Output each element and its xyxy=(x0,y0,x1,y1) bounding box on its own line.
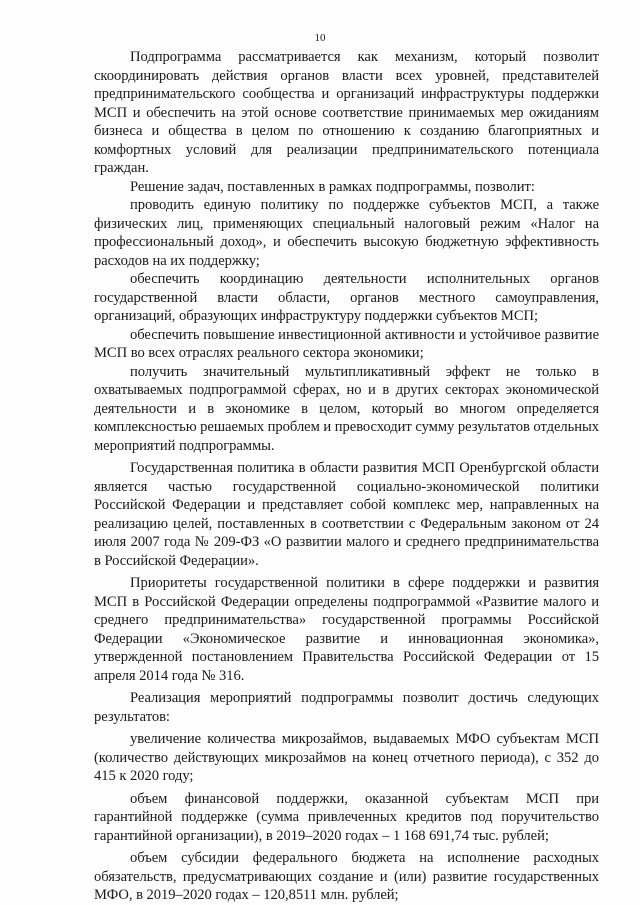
list-item-multiplier-effect: получить значительный мультипликативный эффект не только в охватываемых подпрограммой сферах, но и в других секторах экономической деятельности и в экономике в целом, который во многом определяется комплексностью решаемых проблем и превосходит сумму результатов отдельных мероприятий подпрограммы. xyxy=(94,363,599,454)
list-item-investment-activity: обеспечить повышение инвестиционной активности и устойчивое развитие МСП во всех отраслях реального сектора экономики; xyxy=(94,326,599,361)
list-item-coordination: обеспечить координацию деятельности исполнительных органов государственной власти области, органов местного самоуправления, организаций, образующих инфраструктуру поддержки субъектов МСП; xyxy=(94,271,599,324)
paragraph-state-policy: Государственная политика в области развития МСП Оренбургской области является частью государственной социально-экономической политики Российской Федерации и представляет собой комплекс мер, направленных на реализацию целей, поставленных в соответствии с Федеральным законом от 24 июля 2007 года № 209-ФЗ «О развитии малого и среднего предпринимательства в Российской Федерации». xyxy=(94,460,599,569)
list-item-microloans: увеличение количества микрозаймов, выдаваемых МФО субъектам МСП (количество действующих микрозаймов на конец отчетного периода), с 352 до 415 к 2020 году; xyxy=(94,731,599,784)
body-text xyxy=(94,48,599,905)
paragraph-results-intro: Реализация мероприятий подпрограммы позволит достичь следующих результатов: xyxy=(94,690,599,725)
paragraph-tasks-intro: Решение задач, поставленных в рамках подпрограммы, позволит: xyxy=(130,178,535,195)
list-item-federal-subsidy: объем субсидии федерального бюджета на исполнение расходных обязательств, предусматривающих создание и (или) развитие государственных МФО, в 2019–2020 годах – 120,8511 млн. рублей; xyxy=(94,850,599,903)
page-number: 10 xyxy=(314,32,326,44)
paragraph-priorities: Приоритеты государственной политики в сфере поддержки и развития МСП в Российской Федерации определены подпрограммой «Развитие малого и среднего предпринимательства» государственной программы Российской Федерации «Экономическое развитие и инновационная экономика», утвержденной постановлением Правительства Российской Федерации от 15 апреля 2014 года № 316. xyxy=(94,575,599,684)
list-item-unified-policy: проводить единую политику по поддержке субъектов МСП, а также физических лиц, применяющих специальный налоговый режим «Налог на профессиональный доход», и обеспечить высокую бюджетную эффективность расходов на их поддержку; xyxy=(94,197,599,269)
paragraph-subprogram-mechanism: Подпрограмма рассматривается как механизм, который позволит скоординировать действия органов власти всех уровней, представителей предпринимательского сообщества и организаций инфраструктуры поддержки МСП и обеспечить на этой основе соответствие принимаемых мер ожиданиям бизнеса и общества в целом по отношению к созданию благоприятных и комфортных условий для реализации предпринимательского потенциала граждан. xyxy=(94,49,599,176)
list-item-financial-support: объем финансовой поддержки, оказанной субъектам МСП при гарантийной поддержке (сумма привлеченных кредитов под поручительство гарантийной организации), в 2019–2020 годах – 1 168 691,74 тыс. рублей; xyxy=(94,790,599,844)
